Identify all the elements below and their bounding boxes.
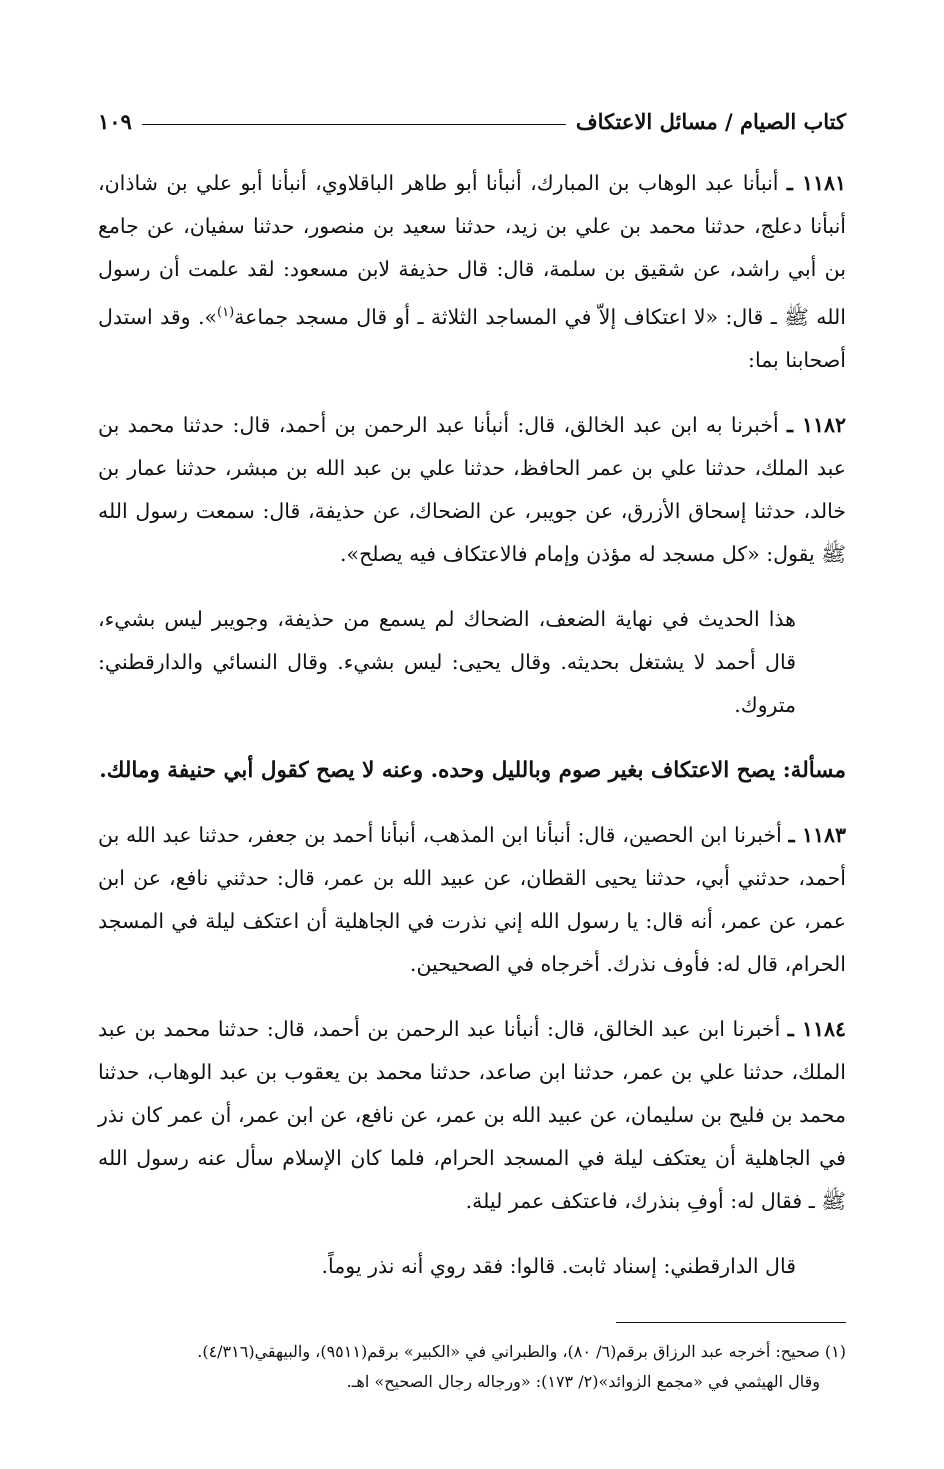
header-title: كتاب الصيام / مسائل الاعتكاف [575, 109, 846, 134]
book-page [98, 96, 846, 1396]
hadith-number: ١١٨٣ ـ [788, 822, 846, 847]
footnote-1-continuation: وقال الهيثمي في «مجمع الزوائد»(٢/ ١٧٣): «ورجاله رجال الصحيح» اهـ. [346, 1371, 820, 1391]
footnote-1: (١) صحيح: أخرجه عبد الرزاق برقم(٦/ ٨٠)، والطبراني في «الكبير» برقم(٩٥١١)، والبيهقي(٤/٣١٦). [197, 1341, 846, 1361]
hadith-number: ١١٨٤ ـ [787, 1016, 846, 1041]
hadith-1184 [98, 1008, 846, 1223]
footnote-ref[interactable]: (١) [217, 305, 235, 320]
masala-text: مسألة: يصح الاعتكاف بغير صوم وبالليل وحده. وعنه لا يصح كقول أبي حنيفة ومالك. [99, 757, 846, 783]
hadith-1183 [98, 814, 846, 986]
hadith-number: ١١٨١ ـ [786, 171, 846, 195]
hadith-text: أخبرنا به ابن عبد الخالق، قال: أنبأنا عبد الرحمن بن أحمد، قال: حدثنا محمد بن عبد الملك، حدثنا علي بن عمر الحافظ، حدثنا علي بن عبد الله بن مبشر، حدثنا عمار بن خالد، حدثنا إسحاق الأزرق، عن جويبر، عن الضحاك، عن حذيفة، قال: سمعت رسول الله ﷺ يقول: «كل مسجد له مؤذن وإمام فالاعتكاف فيه يصلح». [98, 412, 846, 566]
footnote-separator [616, 1322, 846, 1323]
hadith-number: ١١٨٢ ـ [787, 412, 846, 437]
page-number: ١٠٩ [98, 109, 132, 134]
running-header [98, 96, 846, 134]
hadith-text: أخبرنا ابن الحصين، قال: أنبأنا ابن المذهب، أنبأنا أحمد بن جعفر، حدثنا عبد الله بن أحمد، حدثني أبي، حدثنا يحيى القطان، عن عبيد الله بن عمر، قال: حدثني نافع، عن ابن عمر، عن عمر، أنه قال: يا رسول الله إني نذرت في الجاهلية أن اعتكف ليلة في المسجد الحرام، قال له: فأوف نذرك. أخرجاه في الصحيحين. [98, 822, 846, 976]
daraqutni-paragraph [98, 1245, 846, 1288]
daraqutni-text: قال الدارقطني: إسناد ثابت. قالوا: فقد روي أنه نذر يوماً. [321, 1253, 796, 1278]
hadith-text-tail: ». وقد استدل أصحابنا بما: [98, 304, 846, 372]
masala-heading [98, 749, 846, 792]
hadith-1181 [98, 162, 846, 382]
commentary-paragraph [98, 598, 846, 727]
header-rule [142, 124, 566, 125]
commentary-text: هذا الحديث في نهاية الضعف، الضحاك لم يسمع من حذيفة، وجويبر ليس بشيء، قال أحمد لا يشتغل بحديثه. وقال يحيى: ليس بشيء. وقال النسائي والدارقطني: متروك. [98, 606, 796, 717]
hadith-text: أنبأنا عبد الوهاب بن المبارك، أنبأنا أبو طاهر الباقلاوي، أنبأنا أبو علي بن شاذان، أنبأنا دعلج، حدثنا محمد بن علي بن زيد، حدثنا سعيد بن منصور، حدثنا سفيان، عن جامع بن أبي راشد، عن شقيق بن سلمة، قال: قال حذيفة لابن مسعود: لقد علمت أن رسول الله ﷺ ـ قال: «لا اعتكاف إلاّ في المساجد الثلاثة ـ أو قال مسجد جماعة [98, 171, 846, 329]
hadith-1182 [98, 404, 846, 576]
hadith-text: أخبرنا ابن عبد الخالق، قال: أنبأنا عبد الرحمن بن أحمد، قال: حدثنا محمد بن عبد الملك، حدثنا علي بن عمر، حدثنا ابن صاعد، حدثنا محمد بن يعقوب بن عبد الوهاب، حدثنا محمد بن فليح بن سليمان، عن عبيد الله بن عمر، عن نافع، عن ابن عمر، أن عمر كان نذر في الجاهلية أن يعتكف ليلة في المسجد الحرام، فلما كان الإسلام سأل عنه رسول الله ﷺ ـ فقال له: أوفِ بنذرك، فاعتكف عمر ليلة. [98, 1016, 846, 1213]
